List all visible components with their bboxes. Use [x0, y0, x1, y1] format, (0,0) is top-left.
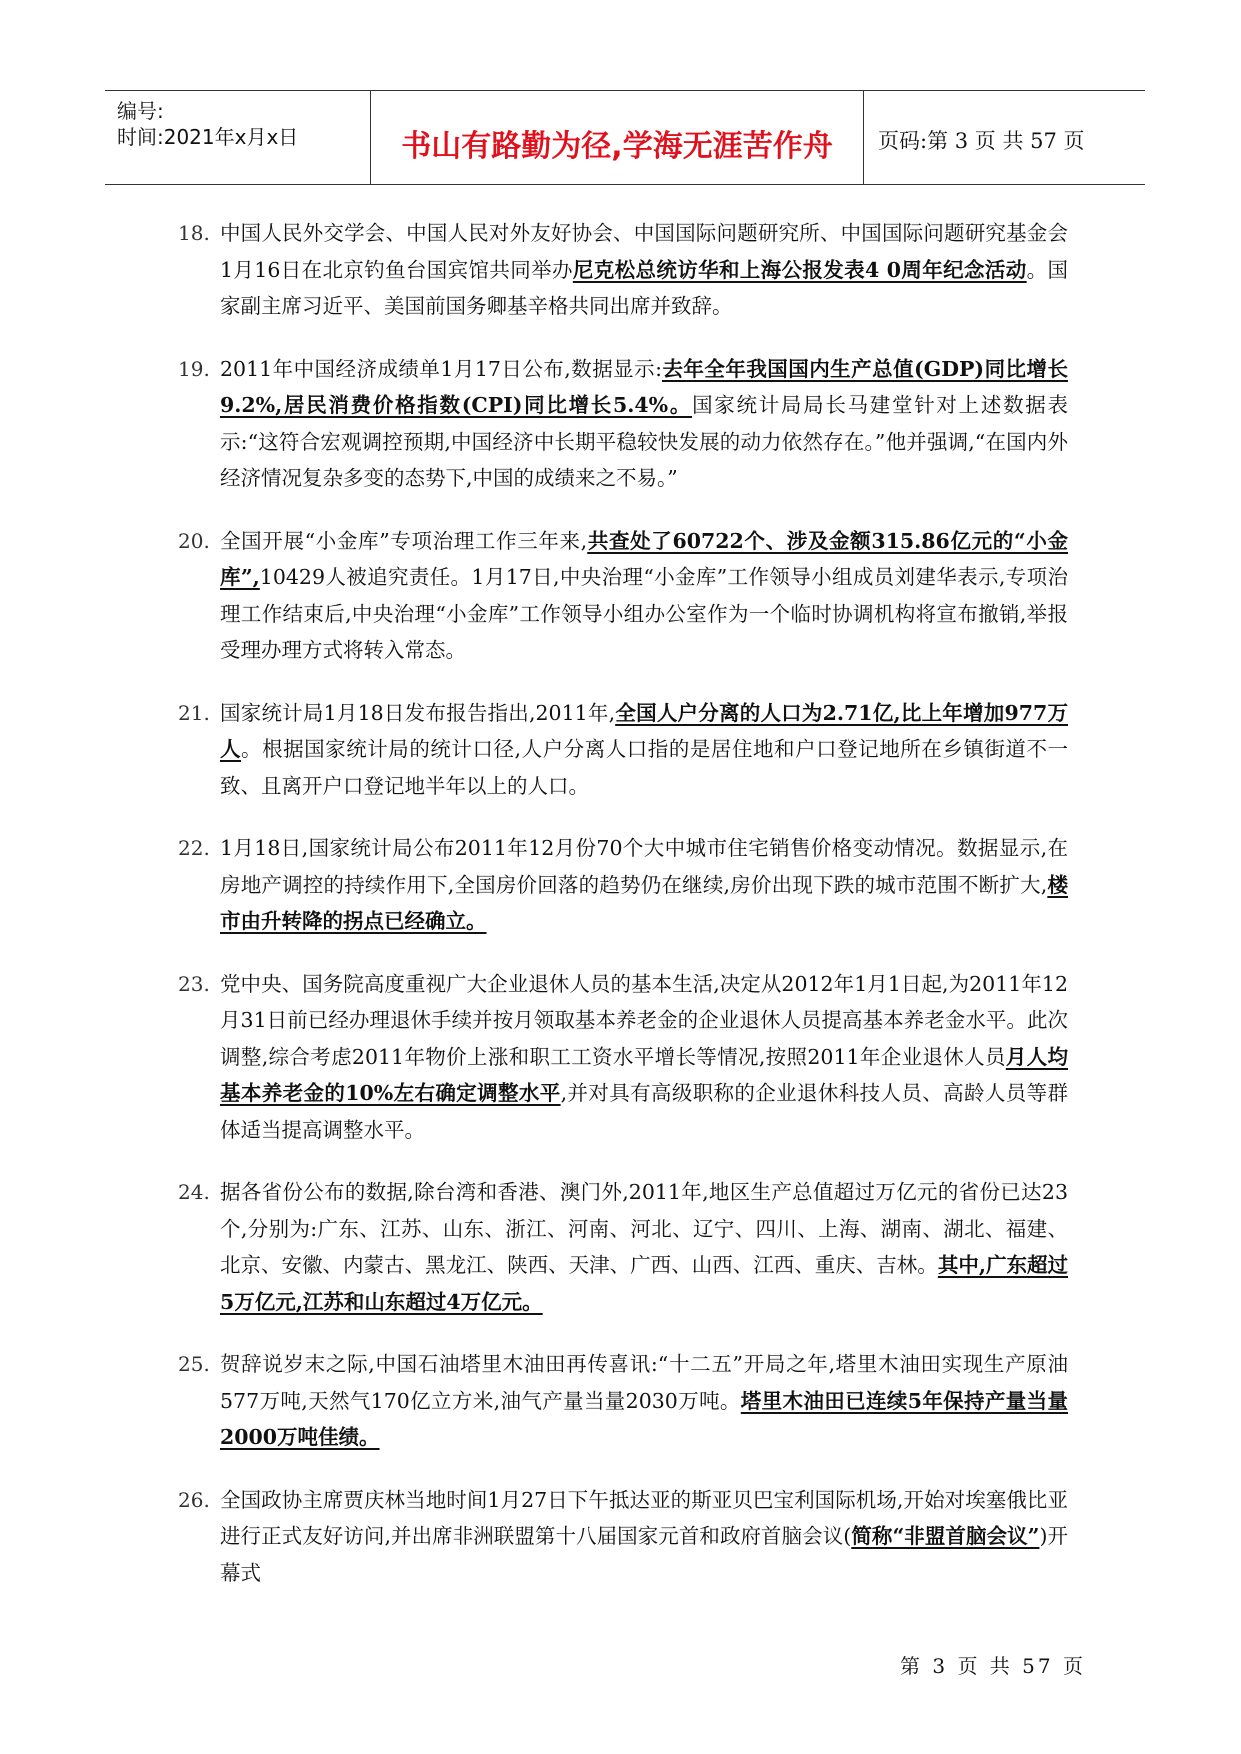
page-header [105, 90, 1145, 185]
news-item [178, 1346, 1068, 1456]
news-item [178, 523, 1068, 669]
item-number: 22. [178, 836, 210, 860]
news-item [178, 1482, 1068, 1592]
item-number: 18. [178, 221, 210, 245]
item-highlight: 尼克松总统访华和上海公报发表4 0周年纪念活动 [572, 257, 1027, 282]
news-item [178, 695, 1068, 805]
item-highlight: 全国人户分离的人口为2.71亿,比上年增加977万人 [220, 700, 1068, 761]
item-text-tail: 10429人被追究责任。1月17日,中央治理“小金库”工作领导小组成员刘建华表示,专项治理工作结束后,中央治理“小金库”工作领导小组办公室作为一个临时协调机构将宣布撤销,举报受理办理方式将转入常态。 [220, 565, 1068, 662]
item-highlight: 共查处了60722个、涉及金额315.86亿元的“小金库”, [220, 528, 1068, 589]
news-item [178, 351, 1068, 497]
item-text: 据各省份公布的数据,除台湾和香港、澳门外,2011年,地区生产总值超过万亿元的省份已达23个,分别为:广东、江苏、山东、浙江、河南、河北、辽宁、四川、上海、湖南、湖北、福建、北京、安徽、内蒙古、黑龙江、陕西、天津、广西、山西、江西、重庆、吉林。 [220, 1180, 1068, 1277]
news-item [178, 966, 1068, 1149]
item-highlight: 其中,广东超过5万亿元,江苏和山东超过4万亿元。 [220, 1253, 1069, 1314]
page-footer: 第 3 页 共 57 页 [900, 1654, 1086, 1678]
header-motto-cell [371, 91, 864, 184]
item-number: 24. [178, 1180, 210, 1204]
item-highlight: 简称“非盟首脑会议” [851, 1524, 1040, 1548]
item-text-tail: ,并对具有高级职称的企业退休科技人员、高龄人员等群体适当提高调整水平。 [220, 1081, 1068, 1142]
item-number: 21. [178, 700, 210, 725]
item-text-tail: 国家统计局局长马建堂针对上述数据表示:“这符合宏观调控预期,中国经济中长期平稳较快发展的动力依然存在。”他并强调,“在国内外经济情况复杂多变的态势下,中国的成绩来之不易。” [220, 393, 1068, 490]
item-text: 中国人民外交学会、中国人民对外友好协会、中国国际问题研究所、中国国际问题研究基金会1月16日在北京钓鱼台国宾馆共同举办 [220, 221, 1068, 282]
item-highlight: 楼市由升转降的拐点已经确立。 [220, 872, 1069, 933]
item-number: 19. [178, 356, 210, 381]
item-number: 25. [178, 1352, 210, 1376]
item-text: 全国开展“小金库”专项治理工作三年来, [220, 528, 588, 553]
item-highlight: 去年全年我国国内生产总值(GDP)同比增长9.2%,居民消费价格指数(CPI)同比增长5.4%。 [220, 356, 1068, 417]
news-list [178, 215, 1068, 1617]
item-text: 国家统计局1月18日发布报告指出,2011年, [220, 700, 616, 725]
motto: 书山有路勤为径,学海无涯苦作舟 [401, 129, 833, 164]
item-text-tail: 。根据国家统计局的统计口径,人户分离人口指的是居住地和户口登记地所在乡镇街道不一致、且离开户口登记地半年以上的人口。 [220, 737, 1069, 798]
item-number: 23. [178, 971, 210, 996]
news-item [178, 830, 1068, 940]
item-text: 党中央、国务院高度重视广大企业退休人员的基本生活,决定从2012年1月1日起,为2011年12月31日前已经办理退休手续并按月领取基本养老金的企业退休人员提高基本养老金水平。此次调整,综合考虑2011年物价上涨和职工工资水平增长等情况,按照2011年企业退休人员 [220, 971, 1068, 1069]
header-page-info: 页码:第 3 页 共 57 页 [878, 129, 1085, 153]
item-text: 2011年中国经济成绩单1月17日公布,数据显示: [220, 356, 662, 381]
item-text: 1月18日,国家统计局公布2011年12月份70个大中城市住宅销售价格变动情况。数据显示,在房地产调控的持续作用下,全国房价回落的趋势仍在继续,房价出现下跌的城市范围不断扩大, [220, 836, 1068, 897]
item-text: 贺辞说岁末之际,中国石油塔里木油田再传喜讯:“十二五”开局之年,塔里木油田实现生产原油577万吨,天然气170亿立方米,油气产量当量2030万吨。 [220, 1352, 1068, 1413]
news-item [178, 1174, 1068, 1320]
item-text: 全国政协主席贾庆林当地时间1月27日下午抵达亚的斯亚贝巴宝利国际机场,开始对埃塞俄比亚进行正式友好访问,并出席非洲联盟第十八届国家元首和政府首脑会议( [220, 1487, 1068, 1548]
item-text-tail: )开幕式 [220, 1524, 1068, 1585]
item-highlight: 月人均基本养老金的10%左右确定调整水平 [220, 1044, 1069, 1105]
item-highlight: 塔里木油田已连续5年保持产量当量2000万吨佳绩。 [220, 1388, 1068, 1449]
item-text-tail: 。国家副主席习近平、美国前国务卿基辛格共同出席并致辞。 [220, 257, 1068, 318]
header-page-cell [864, 91, 1145, 184]
news-item [178, 215, 1068, 325]
item-number: 20. [178, 528, 210, 553]
time-label: 时间:2021年x月x日 [117, 125, 299, 149]
item-number: 26. [178, 1487, 210, 1512]
header-meta-cell [105, 91, 371, 184]
serial-label: 编号: [117, 99, 164, 123]
